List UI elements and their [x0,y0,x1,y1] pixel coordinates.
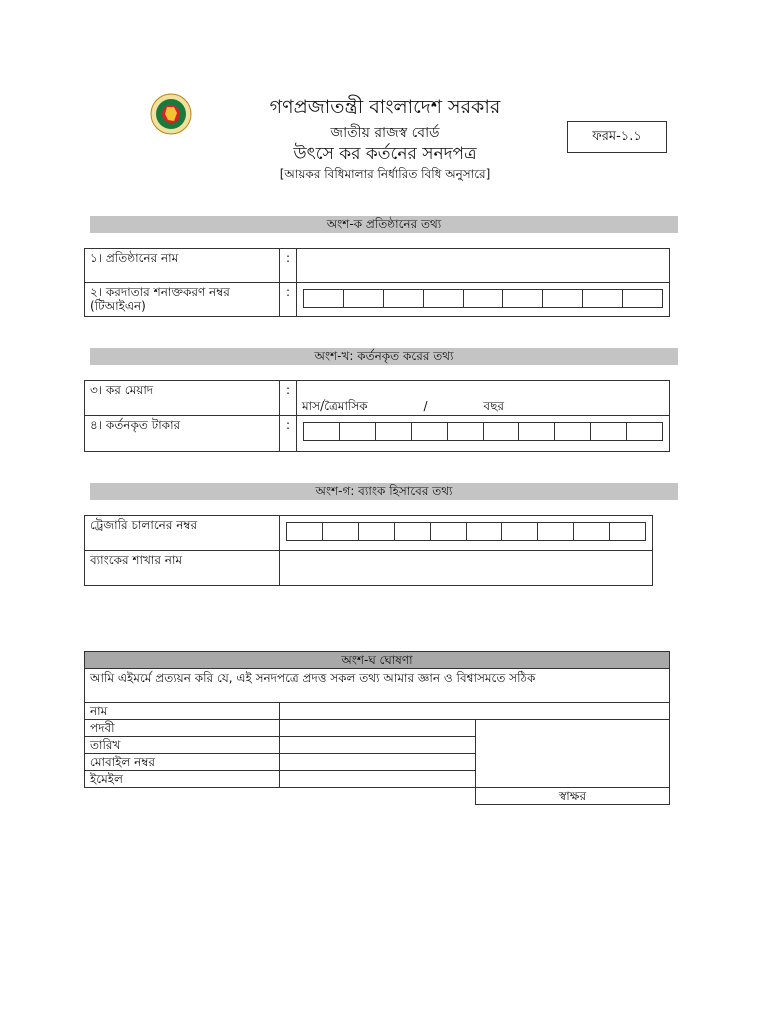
table-row [85,283,670,317]
period-month-option: মাস/ত্রৈমাসিক [302,399,368,413]
signature-box[interactable] [476,720,670,788]
decl-designation-field[interactable] [280,720,476,737]
table-row [85,720,670,737]
tin-cell [297,283,670,317]
decl-mobile-field[interactable] [280,754,476,771]
amount-digit-boxes[interactable] [303,422,663,441]
tin-label: ২। করদাতার শনাক্তকরণ নম্বর (টিআইএন) [85,283,280,317]
table-row [85,416,670,452]
part2-table [84,380,670,452]
part1-table [84,248,670,317]
bank-branch-field[interactable] [280,551,653,586]
table-row [85,516,653,551]
period-separator: / [423,399,428,413]
declaration-statement: আমি এইমর্মে প্রত্যয়ন করি যে, এই সনদপত্রে প্রদত্ত সকল তথ্য আমার জ্ঞান ও বিশ্বাসমতে সঠিক [85,669,670,703]
org-name-field[interactable] [297,249,670,283]
table-row [85,249,670,283]
table-row [85,551,653,586]
form-title: উৎসে কর কর্তনের সনদপত্র [293,144,477,164]
decl-designation-label: পদবী [85,720,280,737]
form-number-box: ফরম-১.১ [567,121,667,153]
rule-note: [আয়কর বিধিমালার নির্ধারিত বিধি অনুসারে] [279,167,491,181]
decl-name-label: নাম [85,703,280,720]
colon: : [280,416,297,452]
bank-branch-label: ব্যাংকের শাখার নাম [85,551,280,586]
part3-heading: অংশ-গ: ব্যাংক হিসাবের তথ্য [90,483,678,500]
colon: : [280,381,297,416]
org-name-label: ১। প্রতিষ্ঠানের নাম [85,249,280,283]
tin-digit-boxes[interactable] [303,289,663,308]
table-row [85,669,670,703]
part2-heading: অংশ-খ: কর্তনকৃত করের তথ্য [90,348,678,365]
table-row [85,703,670,720]
decl-email-field[interactable] [280,771,476,788]
colon: : [280,283,297,317]
empty-cell [85,788,476,805]
tax-period-label: ৩। কর মেয়াদ [85,381,280,416]
signature-label: স্বাক্ষর [476,788,670,805]
table-row [85,381,670,416]
challan-digit-boxes[interactable] [286,522,646,541]
challan-number-label: ট্রেজারি চালানের নম্বর [85,516,280,551]
declaration-table [84,651,670,805]
challan-number-cell [280,516,653,551]
period-year-option: বছর [483,399,504,413]
table-row [85,652,670,669]
tax-period-field[interactable] [297,381,670,416]
decl-email-label: ইমেইল [85,771,280,788]
decl-date-field[interactable] [280,737,476,754]
page-subtitle: জাতীয় রাজস্ব বোর্ড [330,125,440,141]
part1-heading: অংশ-ক প্রতিষ্ঠানের তথ্য [90,216,678,233]
declaration-heading: অংশ-ঘ ঘোষণা [85,652,670,669]
page-title: গণপ্রজাতন্ত্রী বাংলাদেশ সরকার [269,96,501,118]
decl-date-label: তারিখ [85,737,280,754]
decl-name-field[interactable] [280,703,670,720]
table-row [85,788,670,805]
deducted-amount-label: ৪। কর্তনকৃত টাকার [85,416,280,452]
deducted-amount-cell [297,416,670,452]
colon: : [280,249,297,283]
decl-mobile-label: মোবাইল নম্বর [85,754,280,771]
part3-table [84,515,653,586]
